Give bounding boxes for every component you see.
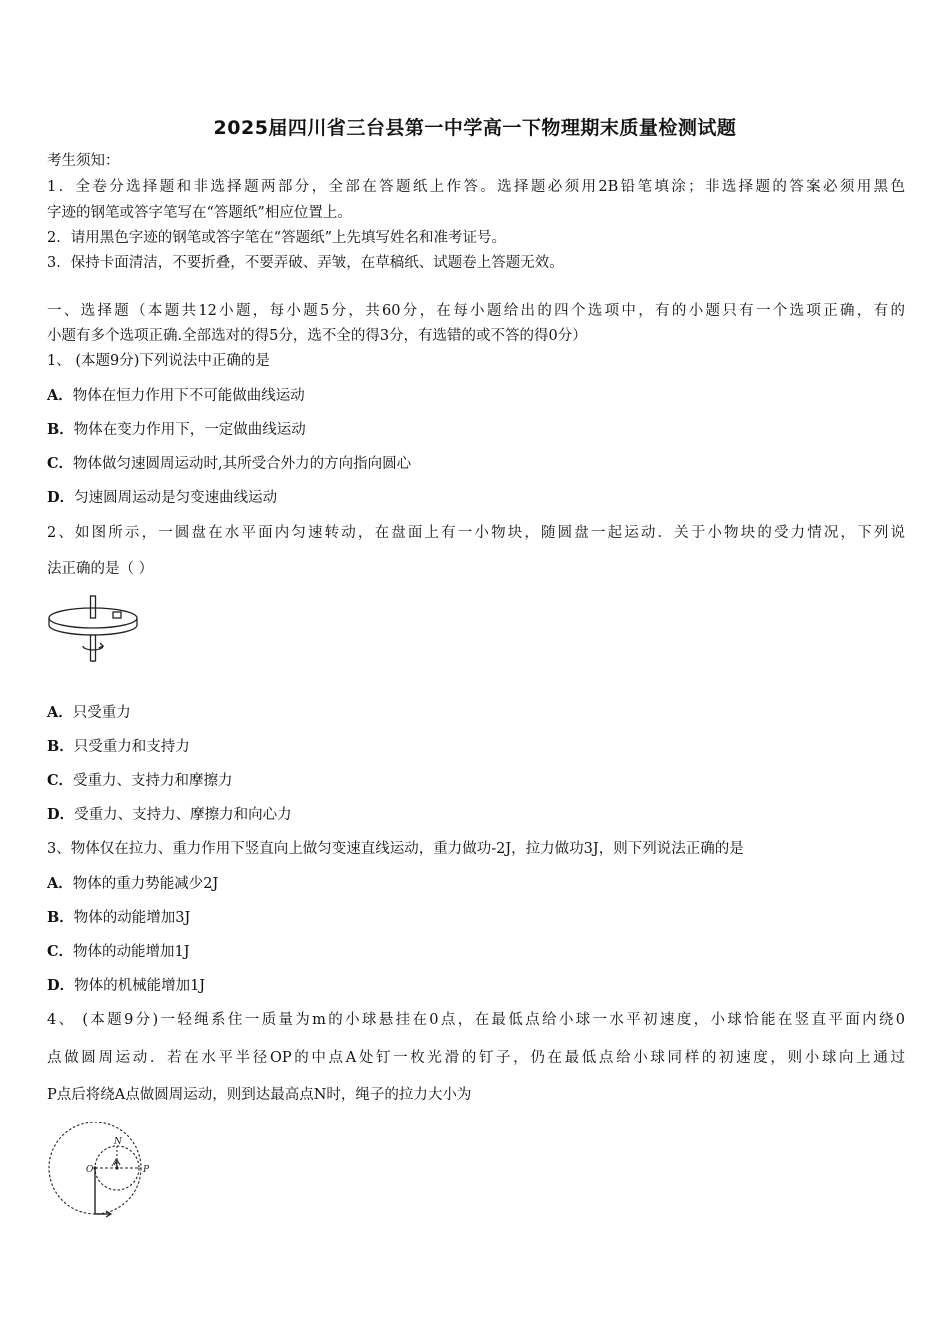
q1-option-b: B．物体在变力作用下，一定做曲线运动 — [47, 421, 306, 438]
q2-option-c: C．受重力、支持力和摩擦力 — [47, 772, 233, 789]
notice-item: 2．请用黑色字迹的钢笔或答字笔在“答题纸”上先填写姓名和准考证号。 — [47, 230, 507, 246]
notice-item: 3．保持卡面清洁，不要折叠，不要弄破、弄皱，在草稿纸、试题卷上答题无效。 — [47, 255, 564, 271]
point-o-dot — [93, 1166, 96, 1169]
q2-option-b: B．只受重力和支持力 — [47, 738, 190, 755]
q3-option-d: D．物体的机械能增加1J — [47, 977, 206, 994]
label-p: P — [143, 1165, 150, 1175]
q3-option-b: B．物体的动能增加3J — [47, 909, 191, 926]
q3-option-a: A．物体的重力势能减少2J — [47, 875, 219, 892]
q1-option-c: C．物体做匀速圆周运动时,其所受合外力的方向指向圆心 — [47, 455, 412, 472]
label-n: N — [114, 1137, 122, 1147]
notice-item: 1．全卷分选择题和非选择题两部分，全部在答题纸上作答。选择题必须用2B铅笔填涂；非选择题的答案必须用黑色 — [47, 179, 905, 195]
q2-option-d: D．受重力、支持力、摩擦力和向心力 — [47, 806, 292, 823]
page-title: 2025届四川省三台县第一中学高一下物理期末质量检测试题 — [213, 117, 737, 139]
q3-stem: 3、物体仅在拉力、重力作用下竖直向上做匀变速直线运动，重力做功-2J，拉力做功3J，则下列说法正确的是 — [47, 841, 744, 857]
q4-stem: 4、 (本题9分)一轻绳系住一质量为m的小球悬挂在0点，在最低点给小球一水平初速度，小球恰能在竖直平面内绕0 — [47, 1012, 905, 1028]
q2-stem: 2、如图所示，一圆盘在水平面内匀速转动，在盘面上有一小物块，随圆盘一起运动．关于小物块的受力情况，下列说 — [47, 525, 905, 541]
q4-stem-cont: P点后将绕A点做圆周运动，则到达最高点N时，绳子的拉力大小为 — [47, 1087, 472, 1103]
q1-stem: 1、 (本题9分)下列说法中正确的是 — [47, 353, 270, 369]
label-o: O — [86, 1165, 94, 1175]
q3-option-c: C．物体的动能增加1J — [47, 943, 190, 960]
section-heading-cont: 小题有多个选项正确.全部选对的得5分，选不全的得3分，有选错的或不答的得0分） — [47, 328, 587, 344]
section-heading: 一、选择题（本题共12小题，每小题5分，共60分，在每小题给出的四个选项中，有的小题只有一个选项正确，有的 — [47, 303, 905, 319]
q1-option-d: D．匀速圆周运动是匀变速曲线运动 — [47, 489, 278, 506]
q2-option-a: A．只受重力 — [47, 704, 131, 721]
notice-item: 字迹的钢笔或答字笔写在“答题纸”相应位置上。 — [47, 205, 352, 221]
label-a: A — [112, 1159, 119, 1169]
circular-motion-figure — [48, 1122, 163, 1222]
q4-stem-cont: 点做圆周运动．若在水平半径OP的中点A处钉一枚光滑的钉子，仍在最低点给小球同样的初速度，则小球向上通过 — [47, 1050, 905, 1066]
q2-stem-cont: 法正确的是（ ） — [47, 561, 154, 577]
q1-option-a: A．物体在恒力作用下不可能做曲线运动 — [47, 387, 305, 404]
rotating-disc-figure — [45, 592, 145, 668]
notice-heading: 考生须知： — [47, 153, 120, 169]
